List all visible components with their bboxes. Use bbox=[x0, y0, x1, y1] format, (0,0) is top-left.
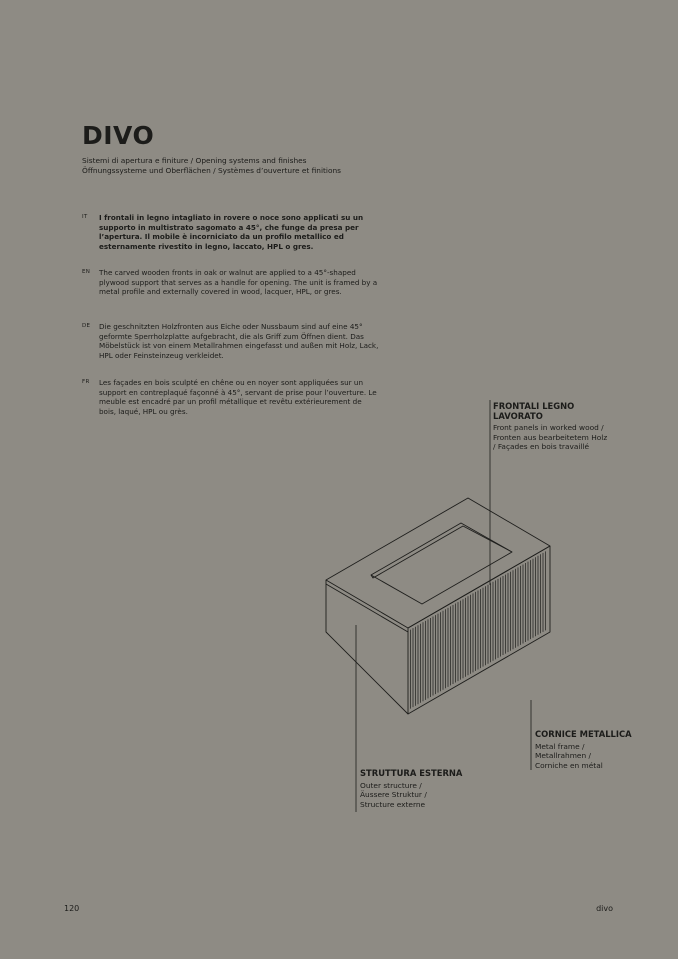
leader-lines bbox=[356, 400, 531, 812]
label-line: Äussere Struktur / bbox=[360, 790, 427, 800]
language-code: IT bbox=[82, 214, 88, 220]
description-text: The carved wooden fronts in oak or walnut are applied to a 45°-shaped plywood support that serves as a handle for opening. The unit is framed by a metal profile and externally covered in wood, lacquer, HPL, or gres. bbox=[99, 268, 378, 297]
label-cornice bbox=[535, 730, 665, 770]
label-line: Fronten aus bearbeitetem Holz bbox=[493, 432, 608, 442]
label-line: Metallrahmen / bbox=[535, 751, 591, 761]
label-heading: CORNICE METALLICA bbox=[535, 729, 632, 739]
cabinet-top-face bbox=[326, 498, 550, 628]
description-text: Die geschnitzten Holzfronten aus Eiche oder Nussbaum sind auf eine 45° geformte Sperrholzplatte aufgebracht, die als Griff zum Öffnen dient. Das Möbelstück ist von einem Metallrahmen eingefasst und außen mit Holz, Lack, HPL oder Feinsteinzeug verkleidet. bbox=[99, 322, 379, 360]
label-frontali bbox=[493, 402, 623, 452]
description-text: I frontali in legno intagliato in rovere o noce sono applicati su un supporto in multistrato sagomato a 45°, che funge da presa per l’apertura. Il mobile è incorniciato da un profilo metallico ed esternamente rivestito in legno, laccato, HPL o gres. bbox=[99, 213, 364, 251]
language-code: EN bbox=[82, 269, 91, 275]
language-code: FR bbox=[82, 379, 90, 385]
label-line: / Façades en bois travaillé bbox=[493, 442, 590, 452]
label-line: Outer structure / bbox=[360, 780, 422, 790]
label-line: Structure externe bbox=[360, 799, 426, 809]
section-name: divo bbox=[596, 904, 613, 913]
page-number: 120 bbox=[64, 904, 80, 913]
page-title: DIVO bbox=[82, 121, 155, 150]
label-heading: STRUTTURA ESTERNA bbox=[360, 768, 463, 778]
label-heading: FRONTALI LEGNO LAVORATO bbox=[493, 401, 575, 421]
label-line: Front panels in worked wood / bbox=[493, 423, 604, 432]
language-code: DE bbox=[82, 323, 91, 329]
label-struttura bbox=[360, 769, 500, 809]
description-text: Les façades en bois sculpté en chêne ou en noyer sont appliquées sur un support en contreplaqué façonné à 45°, servant de prise pour l’ouverture. Le meuble est encadré par un profil métallique et revêtu extérieurement de bois, laqué, HPL ou grès. bbox=[99, 378, 377, 416]
subtitle-line: Öffnungssysteme und Oberflächen / Systèmes d’ouverture et finitions bbox=[82, 166, 342, 175]
cabinet-side-face bbox=[326, 580, 408, 714]
fluted-front-panel bbox=[411, 551, 546, 708]
label-line: Corniche en métal bbox=[535, 760, 603, 770]
label-line: Metal frame / bbox=[535, 741, 585, 751]
subtitle-line: Sistemi di apertura e finiture / Opening systems and finishes bbox=[82, 156, 307, 165]
